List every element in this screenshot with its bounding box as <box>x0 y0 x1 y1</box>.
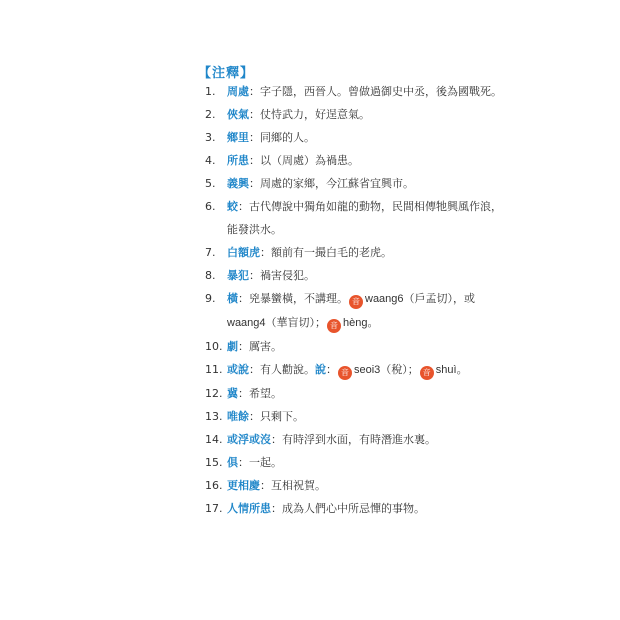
sound-badge-icon: 音 <box>338 366 352 380</box>
note-number: 10. <box>205 340 223 353</box>
note-term: 白額虎 <box>227 246 260 259</box>
note-term: 或說 <box>227 363 249 376</box>
note-term: 周處 <box>227 85 249 98</box>
note-number: 16. <box>205 479 223 492</box>
note-item-13 <box>205 405 505 428</box>
note-number: 13. <box>205 410 223 423</box>
note-item-6 <box>205 195 505 241</box>
note-text: ：兇暴蠻橫，不講理。 <box>238 292 348 305</box>
note-text: ：周處的家鄉，今江蘇省宜興市。 <box>249 177 414 190</box>
note-text: ：額前有一撮白毛的老虎。 <box>260 246 392 259</box>
note-term: 俠氣 <box>227 108 249 121</box>
note-term: 蛟 <box>227 200 238 213</box>
note-term: 暴犯 <box>227 269 249 282</box>
note-text: ： <box>326 363 337 376</box>
note-term: 鄉里 <box>227 131 249 144</box>
note-text: ：有時浮到水面，有時潛進水裏。 <box>271 433 436 446</box>
note-number: 8. <box>205 269 216 282</box>
note-text: ：互相祝賀。 <box>260 479 326 492</box>
note-text: ：希望。 <box>238 387 282 400</box>
note-item-12 <box>205 382 505 405</box>
jyutping-text: seoi3（稅）； <box>354 364 419 376</box>
note-number: 17. <box>205 502 223 515</box>
note-item-16 <box>205 474 505 497</box>
note-term: 說 <box>315 363 326 376</box>
note-term: 唯餘 <box>227 410 249 423</box>
note-number: 15. <box>205 456 223 469</box>
note-text: ：仗恃武力，好逞意氣。 <box>249 108 370 121</box>
note-term: 更相慶 <box>227 479 260 492</box>
jyutping-text: waang6（戶孟切），或waang4（華盲切）； <box>227 293 476 329</box>
note-text: ：一起。 <box>238 456 282 469</box>
note-item-2 <box>205 103 505 126</box>
note-item-10 <box>205 335 505 358</box>
note-term: 俱 <box>227 456 238 469</box>
note-term: 人情所患 <box>227 502 271 515</box>
pinyin-text: shuì。 <box>435 364 468 376</box>
note-number: 1. <box>205 85 216 98</box>
note-number: 12. <box>205 387 223 400</box>
note-text: ：成為人們心中所忌憚的事物。 <box>271 502 425 515</box>
note-number: 6. <box>205 200 216 213</box>
note-number: 4. <box>205 154 216 167</box>
sound-badge-icon: 音 <box>349 295 363 309</box>
note-number: 5. <box>205 177 216 190</box>
note-number: 2. <box>205 108 216 121</box>
note-term: 所患 <box>227 154 249 167</box>
notes-heading: 【注釋】 <box>198 66 255 81</box>
note-number: 3. <box>205 131 216 144</box>
note-item-1 <box>205 80 505 103</box>
note-item-7 <box>205 241 505 264</box>
note-text: ：古代傳說中獨角如龍的動物，民間相傳牠興風作浪，能發洪水。 <box>227 200 502 236</box>
note-text: ：以（周處）為禍患。 <box>249 154 359 167</box>
note-item-11 <box>205 358 505 382</box>
note-item-14 <box>205 428 505 451</box>
note-number: 11. <box>205 363 223 376</box>
note-item-5 <box>205 172 505 195</box>
pinyin-text: hèng。 <box>343 317 379 329</box>
note-item-4 <box>205 149 505 172</box>
note-term: 冀 <box>227 387 238 400</box>
note-number: 7. <box>205 246 216 259</box>
note-term: 橫 <box>227 292 238 305</box>
note-text: ：有人勸說。 <box>249 363 315 376</box>
note-item-17 <box>205 497 505 520</box>
note-item-8 <box>205 264 505 287</box>
note-text: ：同鄉的人。 <box>249 131 315 144</box>
note-item-15 <box>205 451 505 474</box>
note-text: ：禍害侵犯。 <box>249 269 315 282</box>
note-term: 劇 <box>227 340 238 353</box>
note-item-9 <box>205 287 505 335</box>
note-term: 或浮或沒 <box>227 433 271 446</box>
note-number: 9. <box>205 292 216 305</box>
note-text: ：字子隱，西晉人。曾做過御史中丞，後為國戰死。 <box>249 85 502 98</box>
notes-list <box>205 80 505 520</box>
sound-badge-icon: 音 <box>327 319 341 333</box>
note-item-3 <box>205 126 505 149</box>
note-number: 14. <box>205 433 223 446</box>
note-text: ：厲害。 <box>238 340 282 353</box>
note-term: 義興 <box>227 177 249 190</box>
sound-badge-icon: 音 <box>420 366 434 380</box>
note-text: ：只剩下。 <box>249 410 304 423</box>
